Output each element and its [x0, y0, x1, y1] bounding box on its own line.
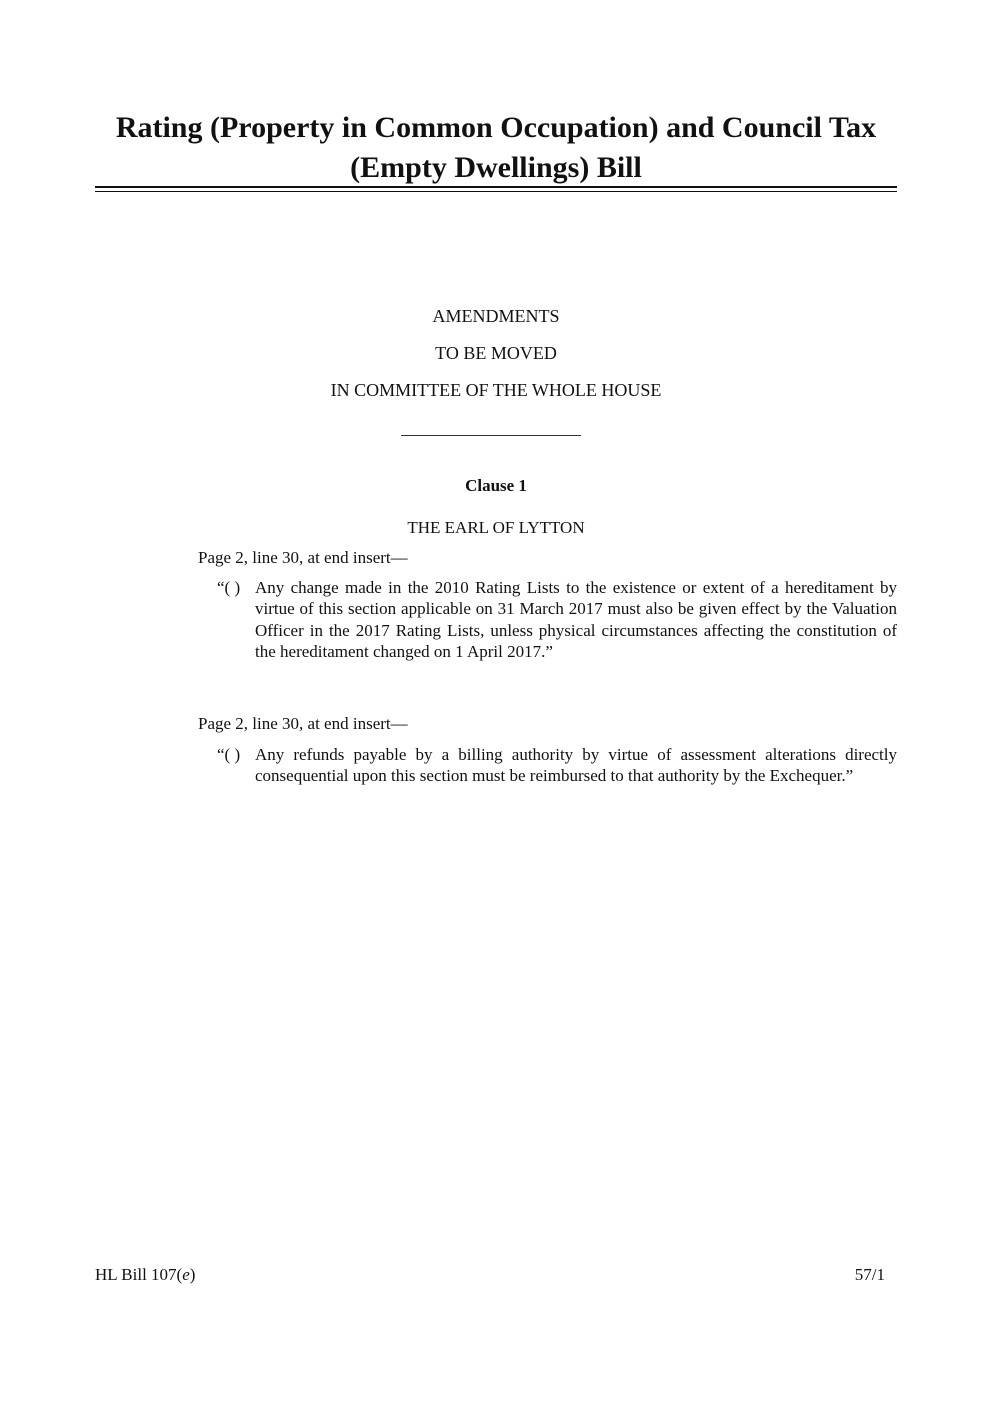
amendment-location: Page 2, line 30, at end insert—: [198, 714, 408, 733]
heading-to-be-moved: TO BE MOVED: [435, 343, 557, 363]
bill-title: Rating (Property in Common Occupation) and Council Tax (Empty Dwellings) Bill: [115, 111, 877, 184]
amendment-location: Page 2, line 30, at end insert—: [198, 548, 408, 567]
clause-heading: Clause 1: [465, 476, 527, 495]
bill-ref-close: ): [189, 1265, 196, 1284]
amendment-text: [217, 577, 897, 662]
bill-ref-suffix: e: [182, 1265, 190, 1284]
separator-rule: [401, 435, 581, 436]
bill-reference: [95, 1265, 195, 1285]
heading-committee: IN COMMITTEE OF THE WHOLE HOUSE: [330, 380, 662, 400]
amendment-marker: “( ): [217, 578, 241, 597]
bill-ref-text: HL Bill 107(: [95, 1265, 183, 1284]
amendment-body: Any change made in the 2010 Rating Lists to the existence or extent of a hereditament by virtue of this section applicable on 31 March 2017 must also be given effect by the Valuation Officer in the 2017 Rating Lists, unless physical circumstances affecting the constitution of the hereditament changed on 1 April 2017.”: [255, 578, 897, 661]
title-rule-thick: [95, 186, 897, 188]
amendment-text: [217, 744, 897, 787]
title-rule-thin: [95, 191, 897, 192]
amendment-body: Any refunds payable by a billing authority by virtue of assessment alterations directly consequential upon this section must be reimbursed to that authority by the Exchequer.”: [255, 745, 897, 786]
page-reference: 57/1: [854, 1265, 885, 1284]
amendment-marker: “( ): [217, 745, 241, 764]
mover-name: THE EARL OF LYTTON: [407, 518, 585, 537]
heading-amendments: AMENDMENTS: [432, 306, 560, 326]
